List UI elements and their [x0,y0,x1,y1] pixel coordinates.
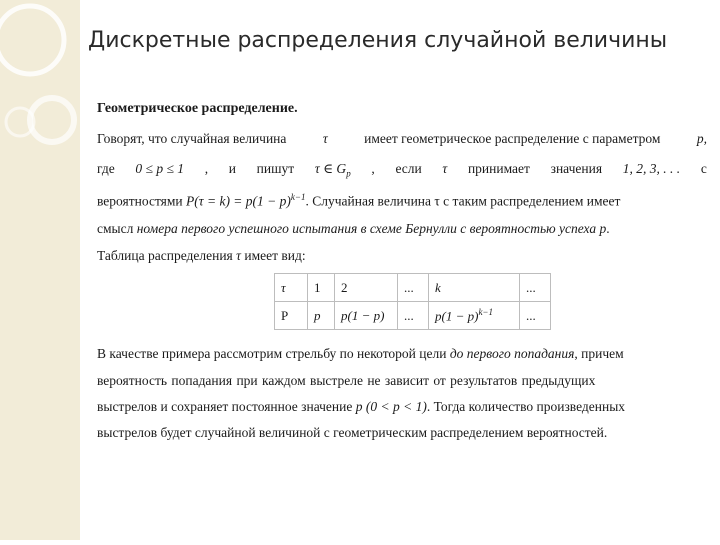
text-line: смысл номера первого успешного испытания в схеме Бернулли с вероятностью успеха p. [97,221,610,236]
text-line: вероятностями $P(\tau = k) = p(1 - p)^{k-1}$. Случайная величина τ с таким распределением имеет [97,192,621,209]
table-row [275,302,551,330]
table-cell: p [308,302,335,330]
text-line: выстрелов и сохраняет постоянное значение p (0 < p < 1). Тогда количество произведенных [97,399,626,414]
table-cell: ... [520,302,551,330]
table-row [275,274,551,302]
text-line: где 0 ≤ p ≤ 1 , и пишут τ ∈ $G_p$ , если τ принимает значения 1, 2, 3, . . . с [97,161,707,179]
table-cell: ... [520,274,551,302]
text-line: В качестве примера рассмотрим стрельбу по некоторой цели до первого попадания, причем [97,346,624,361]
table-cell: P [275,302,308,330]
decorative-sidebar [0,0,80,540]
table-cell: 1 [308,274,335,302]
table-cell: ... [398,274,429,302]
text-line: вероятность попадания при каждом выстреле не зависит от результатов предыдущих [97,373,596,388]
table-cell: ... [398,302,429,330]
table-cell: p(1 − p) [335,302,398,330]
table-cell: k [429,274,520,302]
decorative-rings [0,0,80,540]
text-line: Говорят, что случайная величина τ имеет геометрическое распределение с параметром p, [97,131,707,146]
slide-title: Дискретные распределения случайной величины [88,28,668,53]
text-line: Таблица распределения τ имеет вид: [97,248,306,263]
section-heading: Геометрическое распределение. [97,101,298,116]
table-cell: τ [275,274,308,302]
text-line: выстрелов будет случайной величиной с геометрическим распределением вероятностей. [97,425,608,440]
table-cell: 2 [335,274,398,302]
table-cell: $p(1 - p)^{k-1}$ [429,302,520,330]
distribution-table [274,273,551,330]
